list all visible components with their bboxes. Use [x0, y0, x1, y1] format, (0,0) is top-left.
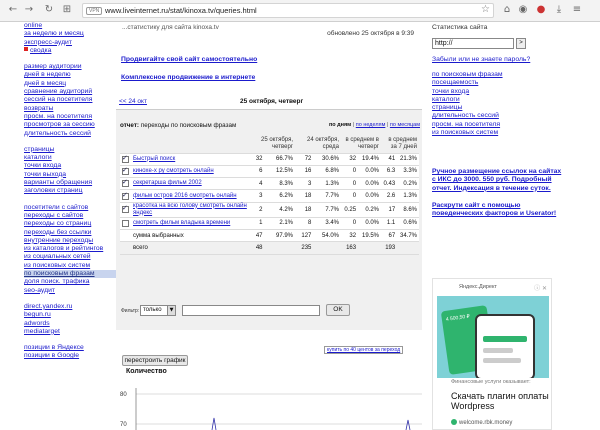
sidebar-item[interactable]: сравнение аудиторий [24, 88, 93, 96]
value-cell: 8.3% [265, 178, 296, 190]
row-checkbox[interactable] [122, 220, 129, 227]
sidebar-item[interactable]: из каталогов и рейтингов [24, 245, 104, 253]
sidebar-item[interactable]: begun.ru [24, 311, 51, 319]
value-cell: 18 [295, 190, 313, 202]
ad-url-text: welcome.rbk.money [459, 420, 513, 426]
extension-icon[interactable]: ◉ [518, 4, 528, 15]
queries-table [120, 131, 419, 255]
ad-caption: Финансовые услуги оказывает: [451, 379, 531, 385]
sidebar-item[interactable]: дней в месяц [24, 79, 67, 87]
sidebar-item[interactable]: длительность сессий [24, 129, 91, 137]
sidebar-item[interactable]: точки выхода [24, 170, 67, 178]
value-cell: 3 [249, 190, 265, 202]
promo-link-self[interactable]: Продвигайте свой сайт самостоятельно [121, 56, 258, 63]
value-cell: 34.7% [397, 229, 419, 241]
header-avg-weekday: в среднем в четверг [341, 131, 381, 153]
value-cell: 6.2% [265, 190, 296, 202]
value-cell: 32 [249, 153, 265, 165]
value-cell: 7.7% [313, 190, 341, 202]
quick-link[interactable]: длительность сессий [432, 112, 499, 120]
period-switch: по дням | по неделям | по месяцам [328, 122, 420, 128]
value-cell: 97.9% [265, 229, 296, 241]
value-cell: 2 [249, 202, 265, 217]
row-checkbox-cell [120, 217, 131, 229]
vpn-badge[interactable]: VPN [86, 7, 102, 15]
total-row [120, 242, 419, 254]
value-cell: 18 [295, 202, 313, 217]
value-cell: 0 [341, 178, 358, 190]
value-cell: 47 [249, 229, 265, 241]
query-link[interactable]: фильм остров 2016 смотреть онлайн [133, 192, 237, 199]
header-yesterday: 24 октября, среда [295, 131, 341, 153]
date-bar [116, 92, 422, 110]
value-cell: 4.2% [265, 202, 296, 217]
header-name-col [131, 131, 249, 153]
sidebar-item[interactable]: сводка [30, 46, 52, 54]
row-checkbox[interactable] [122, 180, 129, 187]
table-header [120, 131, 419, 153]
reload-icon[interactable]: ↻ [44, 4, 54, 15]
table-row [120, 153, 419, 165]
sidebar-item[interactable]: по поисковым фразам [24, 270, 120, 278]
row-checkbox[interactable] [122, 168, 129, 175]
value-cell: 21.3% [397, 153, 419, 165]
ad-favicon-icon [451, 419, 457, 425]
quick-link[interactable]: страницы [432, 104, 463, 112]
value-cell: 67 [381, 229, 397, 241]
value-cell: 32 [341, 153, 358, 165]
sidebar-item[interactable]: экспресс-аудит [24, 38, 72, 46]
sidebar-item[interactable]: просмотров за сессию [24, 121, 95, 129]
left-navigation [24, 22, 120, 361]
row-query-cell [131, 165, 249, 177]
sidebar-item[interactable]: позиции в Яндексе [24, 344, 84, 352]
sidebar-item[interactable]: дней в неделю [24, 71, 71, 79]
sidebar-item[interactable]: возвраты [24, 104, 54, 112]
sidebar-item[interactable]: mediatarget [24, 327, 60, 335]
value-cell: 0.0% [358, 190, 381, 202]
value-cell: 8 [295, 217, 313, 229]
value-cell: 2.6 [381, 190, 397, 202]
value-cell: 54.0% [313, 229, 341, 241]
ad-phone-line [483, 358, 521, 363]
menu-icon[interactable]: ≡ [572, 4, 582, 15]
value-cell: 19.4% [358, 153, 381, 165]
value-cell: 0.0% [358, 178, 381, 190]
promo-links-placement[interactable]: Ручное размещение ссылок на сайтах с ИКС до 3000. 550 руб. Подробный отчет. Индексация в течение суток. [432, 168, 562, 192]
top-strip-text: ...статистику для сайта kinoxa.tv [122, 24, 219, 31]
value-cell: 0 [341, 190, 358, 202]
ad-card-text: 4 500,50 ₽ [445, 313, 471, 323]
row-query-cell [131, 178, 249, 190]
row-checkbox-cell [120, 153, 131, 165]
quick-link[interactable]: посещаемость [432, 79, 479, 87]
sidebar-item[interactable]: seo-аудит [24, 286, 55, 294]
ad-phone-line [483, 348, 513, 353]
sidebar-item[interactable]: варианты обращения [24, 179, 93, 187]
tick-70: 70 [120, 422, 127, 428]
value-cell: 1.1 [381, 217, 397, 229]
report-name: переходы по поисковым фразам [140, 122, 237, 129]
value-cell: 72 [295, 153, 313, 165]
promo-userator[interactable]: Раскрути сайт с помощью поведенческих факторов и Userator! [432, 202, 557, 218]
value-cell: 19.5% [358, 229, 381, 241]
updated-timestamp: обновлено 25 октября в 9:39 [327, 30, 414, 37]
table-row [120, 178, 419, 190]
site-url-input[interactable]: http:// [432, 38, 514, 49]
table-row [120, 165, 419, 177]
yandex-direct-ad[interactable] [432, 278, 552, 430]
period-month[interactable]: по месяцам [389, 122, 420, 128]
value-cell [313, 242, 341, 254]
row-label: всего [131, 242, 249, 254]
sum-row [120, 229, 419, 241]
bookmark-star-icon[interactable]: ☆ [481, 4, 490, 15]
value-cell: 0 [341, 165, 358, 177]
row-label: сумма выбранных [131, 229, 249, 241]
value-cell: 163 [341, 242, 358, 254]
tick-80: 80 [120, 392, 127, 398]
row-checkbox-cell [120, 202, 131, 217]
value-cell: 1.3% [397, 190, 419, 202]
value-cell: 1 [249, 217, 265, 229]
sidebar-item[interactable]: из поисковых систем [24, 261, 91, 269]
table-row [120, 190, 419, 202]
red-square-icon [24, 47, 28, 51]
sidebar-item[interactable]: online [24, 22, 43, 29]
header-checkbox-col [120, 131, 131, 153]
value-cell: 30.6% [313, 153, 341, 165]
report-title [120, 122, 236, 129]
quick-link[interactable]: из поисковых систем [432, 129, 499, 137]
query-link[interactable]: красотка на всю голову смотреть онлайн яндекс [133, 202, 247, 216]
value-cell: 12.5% [265, 165, 296, 177]
filter-ok-button[interactable]: OK [326, 304, 350, 316]
sidebar-item[interactable]: посетители с сайтов [24, 203, 89, 211]
row-checkbox-cell [120, 242, 131, 254]
browser-toolbar [0, 0, 600, 22]
sidebar-item[interactable]: размер аудитории [24, 63, 82, 71]
rebuild-chart-button[interactable]: перестроить график [122, 355, 188, 366]
report-label: отчет: [120, 122, 140, 129]
quick-link[interactable]: каталоги [432, 95, 460, 103]
bookmarks-icon[interactable]: ⌂ [503, 4, 511, 15]
value-cell: 6 [249, 165, 265, 177]
row-checkbox-cell [120, 190, 131, 202]
quick-links [432, 71, 600, 137]
quick-link[interactable]: просм. на посетителя [432, 120, 501, 128]
value-cell: 0.2% [358, 202, 381, 217]
value-cell: 235 [295, 242, 313, 254]
row-checkbox[interactable] [122, 193, 129, 200]
ad-headline[interactable]: Скачать плагин оплаты Wordpress [451, 391, 549, 411]
header-avg-7days: в среднем за 7 дней [381, 131, 419, 153]
value-cell [358, 242, 381, 254]
download-icon[interactable]: ⤓ [556, 4, 562, 15]
chart-background [116, 378, 422, 430]
go-button[interactable]: > [516, 38, 526, 49]
sidebar-item[interactable]: переходы со страниц [24, 220, 92, 228]
value-cell: 0 [341, 217, 358, 229]
header-today: 25 октября, четверг [249, 131, 295, 153]
value-cell: 8.6% [397, 202, 419, 217]
value-cell: 2.1% [265, 217, 296, 229]
filter-label: Фильтр: [121, 308, 140, 314]
value-cell: 7.7% [313, 202, 341, 217]
url-text[interactable]: www.liveinternet.ru/stat/kinoxa.tv/queries.html [105, 6, 257, 15]
current-date: 25 октября, четверг [240, 98, 304, 105]
sidebar-item[interactable]: точки входа [24, 162, 62, 170]
forward-icon[interactable]: → [24, 4, 34, 15]
sidebar-item[interactable]: каталоги [24, 154, 52, 162]
sidebar-item[interactable]: внутренние переходы [24, 236, 94, 244]
value-cell: 0.43 [381, 178, 397, 190]
row-query-cell [131, 217, 249, 229]
table-row [120, 202, 419, 217]
filter-select-value: только [143, 307, 162, 313]
ad-phone-bar [483, 336, 527, 342]
table-row [120, 217, 419, 229]
row-checkbox[interactable] [122, 156, 129, 163]
row-query-cell [131, 202, 249, 217]
ad-brand: Яндекс.Директ [459, 284, 497, 290]
value-cell: 3.4% [313, 217, 341, 229]
sidebar-item[interactable]: позиции в Google [24, 352, 80, 360]
ad-url[interactable] [451, 419, 512, 426]
row-checkbox-cell [120, 178, 131, 190]
sidebar-item[interactable]: переходы с сайтов [24, 211, 84, 219]
ad-phone-shape [475, 314, 535, 378]
value-cell: 17 [381, 202, 397, 217]
value-cell [397, 242, 419, 254]
row-checkbox-cell [120, 229, 131, 241]
sidebar-item-wrapper [24, 47, 120, 55]
value-cell: 66.7% [265, 153, 296, 165]
filter-select[interactable] [140, 305, 176, 316]
prev-day-link[interactable]: << 24 окт [119, 98, 147, 105]
value-cell: 0.6% [397, 217, 419, 229]
extension-red-icon[interactable]: ● [536, 4, 546, 15]
sidebar-item[interactable]: direct.yandex.ru [24, 302, 73, 310]
value-cell: 0.0% [358, 165, 381, 177]
query-link[interactable]: Быстрый поиск [133, 155, 176, 162]
ad-close-icon[interactable]: ⓘ ✕ [534, 285, 547, 292]
chart-title: Количество [126, 368, 167, 375]
value-cell: 32 [341, 229, 358, 241]
address-bar[interactable] [82, 3, 494, 18]
sidebar-item[interactable]: за неделю и месяц [24, 30, 84, 38]
promo-link-complex[interactable]: Комплексное продвижение в интернете [121, 74, 256, 81]
value-cell: 193 [381, 242, 397, 254]
period-day[interactable]: по дням [328, 122, 352, 128]
sidebar-item[interactable]: сессий на посетителя [24, 96, 93, 104]
period-week[interactable]: по неделям [355, 122, 386, 128]
row-query-cell [131, 153, 249, 165]
sidebar-item[interactable]: из социальных сетей [24, 253, 91, 261]
value-cell: 3.3% [397, 165, 419, 177]
sidebar-item[interactable]: просм. на посетителя [24, 112, 93, 120]
value-cell: 1.3% [313, 178, 341, 190]
value-cell [265, 242, 296, 254]
sidebar-item[interactable]: adwords [24, 319, 50, 327]
back-icon[interactable]: ← [8, 4, 18, 15]
quick-link[interactable]: по поисковым фразам [432, 71, 503, 78]
row-query-cell [131, 190, 249, 202]
sidebar-item[interactable]: доля поиск. трафика [24, 278, 90, 286]
sidebar-item[interactable]: переходы без ссылки [24, 228, 92, 236]
value-cell: 48 [249, 242, 265, 254]
chart-area [116, 378, 422, 430]
value-cell: 16 [295, 165, 313, 177]
row-checkbox-cell [120, 165, 131, 177]
value-cell: 127 [295, 229, 313, 241]
value-cell: 0.25 [341, 202, 358, 217]
query-link[interactable]: смотреть фильм владыка времени [133, 219, 231, 226]
apps-grid-icon[interactable]: ⊞ [62, 4, 72, 15]
forgot-password-link[interactable]: Забыли или не знаете пароль? [432, 56, 531, 63]
value-cell: 0.0% [358, 217, 381, 229]
row-checkbox[interactable] [122, 206, 129, 213]
chevron-down-icon: ▼ [167, 306, 175, 315]
password-label: Статистика сайта [432, 24, 488, 31]
sidebar-item[interactable]: страницы [24, 145, 55, 153]
sidebar-item[interactable]: заголовки страниц [24, 187, 83, 195]
value-cell: 4 [249, 178, 265, 190]
query-link[interactable]: кинохе-х ру смотреть онлайн [133, 167, 214, 174]
value-cell: 41 [381, 153, 397, 165]
value-cell: 6.3 [381, 165, 397, 177]
value-cell: 0.2% [397, 178, 419, 190]
buy-traffic-link[interactable]: купить по 40 центов за переход [324, 346, 403, 354]
value-cell: 6.8% [313, 165, 341, 177]
quick-link[interactable]: точки входа [432, 87, 470, 95]
filter-input[interactable] [182, 305, 320, 316]
query-link[interactable]: секретарша фильм 2002 [133, 180, 202, 187]
value-cell: 3 [295, 178, 313, 190]
ad-image[interactable] [437, 296, 549, 378]
